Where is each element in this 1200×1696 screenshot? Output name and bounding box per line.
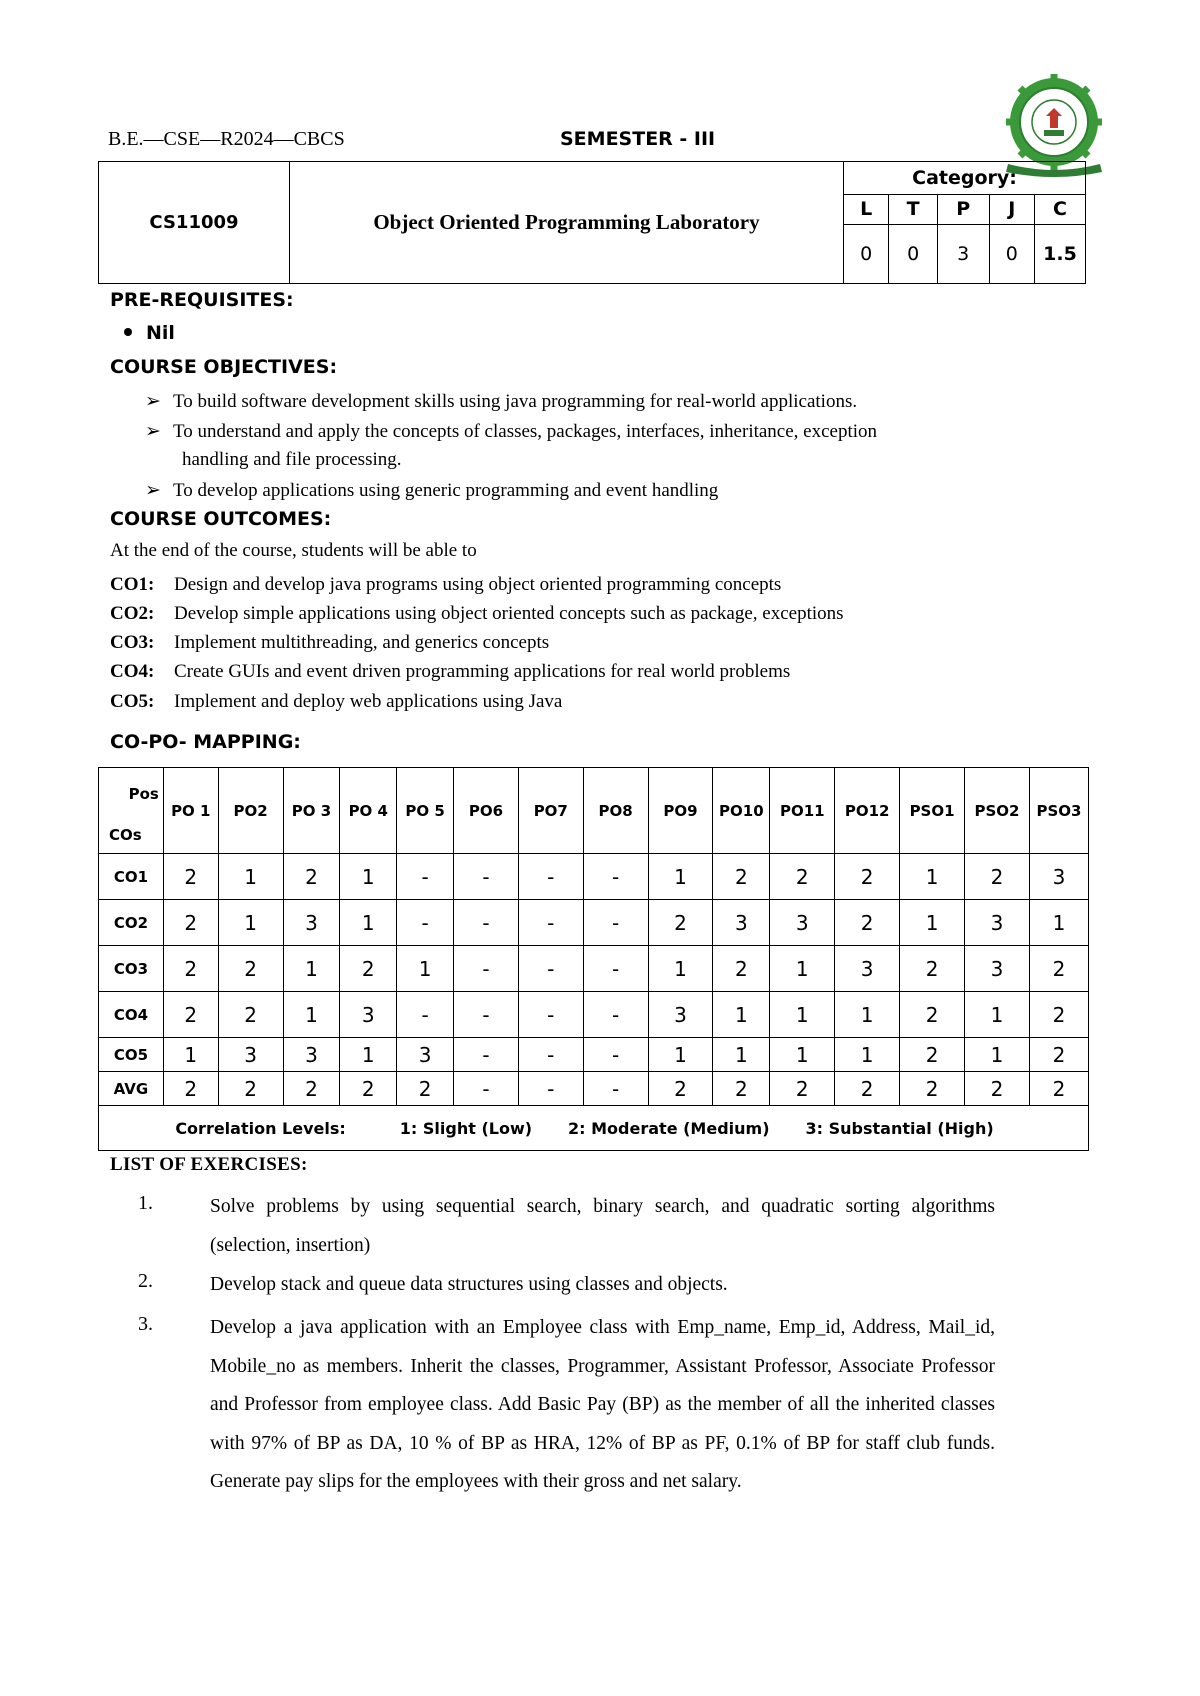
mapping-row [99,854,1089,900]
mapping-row-label: CO4 [99,992,164,1038]
mapping-cell: 3 [770,900,835,946]
bullet-icon [124,328,132,336]
mapping-row-label: AVG [99,1072,164,1106]
objective-item [145,479,1045,502]
mapping-column-header: PSO3 [1029,768,1088,854]
arrow-bullet-icon: ➢ [145,391,161,412]
mapping-cell: 1 [770,1038,835,1072]
mapping-cell: 2 [218,992,283,1038]
ltpjc-header: T [889,195,937,224]
outcome-id: CO5: [110,691,155,712]
mapping-column-header: PO7 [518,768,583,854]
mapping-cell: 1 [713,1038,770,1072]
mapping-cell: 2 [648,1072,713,1106]
mapping-row [99,1072,1089,1106]
exercises-heading: LIST OF EXERCISES: [110,1154,308,1175]
mapping-column-header: PO9 [648,768,713,854]
mapping-cell: - [454,854,519,900]
mapping-cell: 1 [1029,900,1088,946]
mapping-cell: - [518,1038,583,1072]
outcome-item [110,632,549,654]
objective-continuation: handling and file processing. [182,449,402,470]
mapping-cell: - [397,854,454,900]
mapping-cell: 2 [283,1072,340,1106]
mapping-cell: 2 [835,1072,900,1106]
mapping-cell: 1 [965,1038,1030,1072]
outcome-text: Develop simple applications using object oriented concepts such as package, exceptions [174,603,844,624]
mapping-cell: 2 [770,854,835,900]
mapping-row-label: CO1 [99,854,164,900]
mapping-cell: 1 [340,900,397,946]
mapping-cell: 2 [1029,1072,1088,1106]
mapping-column-header: PO10 [713,768,770,854]
mapping-cell: 3 [283,1038,340,1072]
outcome-item [110,691,562,713]
outcome-text: Implement multithreading, and generics concepts [174,632,550,653]
mapping-column-header: PO8 [583,768,648,854]
ltpjc-header: C [1035,195,1086,224]
mapping-cell: - [583,854,648,900]
prerequisites-heading: PRE-REQUISITES: [110,289,294,311]
mapping-cell: 1 [965,992,1030,1038]
program-label: B.E.—CSE—R2024—CBCS [108,128,345,150]
correlation-row [99,1106,1089,1151]
mapping-cell: 2 [835,854,900,900]
objectives-heading: COURSE OBJECTIVES: [110,356,338,378]
mapping-cell: - [454,1038,519,1072]
mapping-row-label: CO3 [99,946,164,992]
mapping-column-header: PO 1 [163,768,218,854]
mapping-cell: - [454,1072,519,1106]
mapping-cell: 1 [648,1038,713,1072]
correlation-level: 1: Slight (Low) [399,1118,533,1138]
mapping-cell: 1 [835,1038,900,1072]
outcome-id: CO4: [110,661,155,682]
mapping-cell: 2 [340,1072,397,1106]
mapping-cell: 2 [900,1072,965,1106]
mapping-cell: - [583,1072,648,1106]
mapping-column-header: PO11 [770,768,835,854]
mapping-cell: 1 [340,854,397,900]
mapping-cell: 3 [397,1038,454,1072]
mapping-cell: 3 [965,946,1030,992]
correlation-level: 2: Moderate (Medium) [568,1118,770,1138]
mapping-cell: 3 [283,900,340,946]
mapping-cell: 1 [770,992,835,1038]
arrow-bullet-icon: ➢ [145,421,161,442]
mapping-cell: - [397,992,454,1038]
mapping-cell: 2 [163,946,218,992]
mapping-cell: 2 [163,992,218,1038]
outcome-id: CO2: [110,603,155,624]
objective-item [145,390,1045,413]
mapping-cell: 3 [835,946,900,992]
mapping-cell: 2 [218,1072,283,1106]
semester-label: SEMESTER - III [560,128,716,150]
mapping-cell: - [518,854,583,900]
mapping-cell: 3 [340,992,397,1038]
mapping-cell: 1 [163,1038,218,1072]
objective-item [145,420,1045,443]
mapping-cell: 3 [218,1038,283,1072]
mapping-cell: 2 [1029,946,1088,992]
outcomes-intro: At the end of the course, students will be able to [110,540,477,561]
mapping-heading: CO-PO- MAPPING: [110,731,301,753]
mapping-cell: 1 [218,854,283,900]
exercise-number: 3. [138,1313,153,1335]
corner-cos-label: COs [109,826,142,844]
mapping-cell: 3 [713,900,770,946]
ltpjc-value: 0 [989,224,1034,284]
mapping-row [99,992,1089,1038]
objective-text: To build software development skills using java programming for real-world applications. [173,391,858,412]
mapping-column-header: PO6 [454,768,519,854]
exercise-text: Solve problems by using sequential search, binary search, and quadratic sorting algorithms (selection, insertion) [210,1196,995,1256]
ltpjc-value: 3 [937,224,989,284]
exercise-text: Develop stack and queue data structures using classes and objects. [210,1274,728,1295]
mapping-cell: 2 [1029,992,1088,1038]
mapping-header-row [99,768,1089,854]
mapping-cell: 2 [713,1072,770,1106]
mapping-column-header: PO2 [218,768,283,854]
mapping-cell: 2 [713,946,770,992]
correlation-label: Correlation Levels: [175,1118,346,1138]
outcome-text: Create GUIs and event driven programming applications for real world problems [174,661,791,682]
mapping-cell: 3 [1029,854,1088,900]
mapping-corner-cell [99,768,164,854]
corner-pos-label: Pos [128,785,159,803]
mapping-cell: 2 [163,1072,218,1106]
course-code: CS11009 [99,162,290,284]
mapping-cell: 1 [340,1038,397,1072]
mapping-cell: 2 [713,854,770,900]
mapping-column-header: PSO2 [965,768,1030,854]
mapping-cell: 2 [397,1072,454,1106]
objective-text: To understand and apply the concepts of classes, packages, interfaces, inheritance, exception [173,421,878,442]
mapping-cell: 1 [648,946,713,992]
exercise-text: Develop a java application with an Employee class with Emp_name, Emp_id, Address, Mail_id, Mobile_no as members. Inherit the classes, Programmer, Assistant Professor, Associate Professor and Professor from employee class. Add Basic Pay (BP) as the member of all the inherited classes with 97% of BP as DA, 10 % of BP as HRA, 12% of BP as PF, 0.1% of BP for staff club funds. Generate pay slips for the employees with their gross and net salary. [210,1317,995,1492]
mapping-cell: - [583,1038,648,1072]
mapping-cell: 1 [835,992,900,1038]
category-label: Category: [844,162,1086,195]
ltpjc-header: L [844,195,889,224]
mapping-cell: - [454,992,519,1038]
mapping-row [99,900,1089,946]
mapping-cell: 2 [648,900,713,946]
mapping-cell: 2 [835,900,900,946]
mapping-cell: 1 [283,992,340,1038]
mapping-column-header: PSO1 [900,768,965,854]
mapping-cell: - [518,900,583,946]
mapping-cell: - [397,900,454,946]
ltpjc-header: J [989,195,1034,224]
mapping-cell: - [583,992,648,1038]
exercise-number: 2. [138,1270,153,1292]
mapping-cell: 1 [283,946,340,992]
mapping-row [99,946,1089,992]
mapping-cell: - [454,900,519,946]
course-title: Object Oriented Programming Laboratory [290,162,844,284]
correlation-level: 3: Substantial (High) [805,1118,994,1138]
ltpjc-value: 1.5 [1035,224,1086,284]
mapping-cell: - [583,900,648,946]
mapping-column-header: PO 5 [397,768,454,854]
arrow-bullet-icon: ➢ [145,480,161,501]
mapping-cell: 1 [397,946,454,992]
mapping-cell: 3 [965,900,1030,946]
mapping-cell: 2 [965,854,1030,900]
exercise-number: 1. [138,1192,153,1214]
objective-text: To develop applications using generic programming and event handling [173,480,719,501]
mapping-column-header: PO 3 [283,768,340,854]
outcome-item [110,661,790,683]
co-po-mapping-table [98,767,1089,1151]
outcome-id: CO1: [110,574,155,595]
mapping-row [99,1038,1089,1072]
mapping-cell: 1 [900,854,965,900]
mapping-cell: 2 [965,1072,1030,1106]
mapping-cell: 2 [770,1072,835,1106]
outcome-id: CO3: [110,632,155,653]
mapping-cell: 3 [648,992,713,1038]
prerequisite-text: Nil [146,322,175,344]
ltpjc-value: 0 [889,224,937,284]
mapping-cell: 2 [218,946,283,992]
outcome-item [110,603,844,625]
outcomes-heading: COURSE OUTCOMES: [110,508,332,530]
mapping-cell: - [518,946,583,992]
mapping-row-label: CO5 [99,1038,164,1072]
mapping-cell: 1 [900,900,965,946]
mapping-cell: - [518,1072,583,1106]
mapping-row-label: CO2 [99,900,164,946]
mapping-cell: 2 [900,992,965,1038]
mapping-column-header: PO 4 [340,768,397,854]
mapping-cell: 2 [163,900,218,946]
correlation-legend [99,1106,1089,1151]
mapping-cell: - [454,946,519,992]
outcome-text: Implement and deploy web applications using Java [174,691,563,712]
mapping-cell: 2 [283,854,340,900]
mapping-cell: 2 [900,946,965,992]
mapping-cell: 2 [340,946,397,992]
course-info-table [98,161,1086,284]
outcome-item [110,574,781,596]
mapping-cell: 2 [163,854,218,900]
mapping-cell: 1 [713,992,770,1038]
mapping-cell: 2 [900,1038,965,1072]
mapping-cell: - [583,946,648,992]
mapping-cell: 1 [648,854,713,900]
ltpjc-value: 0 [844,224,889,284]
outcome-text: Design and develop java programs using object oriented programming concepts [174,574,782,595]
mapping-cell: 2 [1029,1038,1088,1072]
mapping-cell: - [518,992,583,1038]
prerequisite-item [124,322,175,344]
mapping-cell: 1 [770,946,835,992]
mapping-column-header: PO12 [835,768,900,854]
mapping-cell: 1 [218,900,283,946]
ltpjc-header: P [937,195,989,224]
